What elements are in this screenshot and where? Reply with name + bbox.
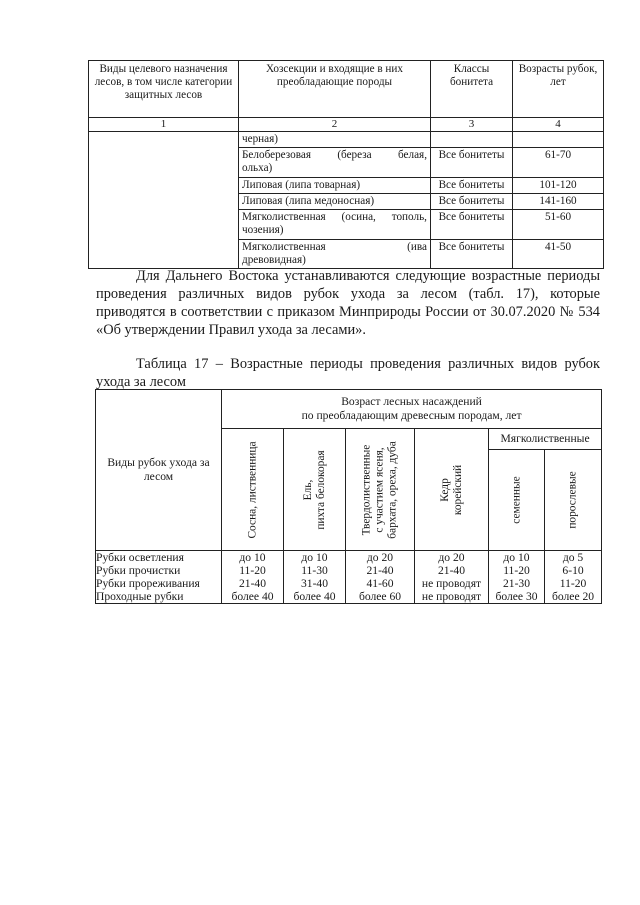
- table1-purpose-cell: [89, 131, 239, 268]
- age-value-cell: 21-40: [222, 577, 284, 590]
- table-row: [89, 131, 604, 147]
- table1-section-cell: Мягколиственная (осина, тополь, чозения): [239, 210, 431, 239]
- age-value-cell: не проводят: [415, 577, 489, 590]
- age-value-cell: 6-10: [545, 564, 602, 577]
- age-value-cell: 41-60: [346, 577, 415, 590]
- age-value-cell: 11-20: [545, 577, 602, 590]
- column-number: 2: [239, 118, 431, 132]
- thinning-age-periods-table: [95, 389, 602, 604]
- age-value-cell: более 30: [489, 590, 545, 604]
- forest-age-table-continuation: [88, 60, 604, 269]
- age-value-cell: до 20: [415, 551, 489, 565]
- column-number: 3: [431, 118, 513, 132]
- table1-header-purpose: Виды целевого назначения лесов, в том числе категории защитных лесов: [89, 61, 239, 118]
- thinning-type-cell: Рубки осветления: [96, 551, 222, 565]
- age-value-cell: 11-20: [489, 564, 545, 577]
- table2-group-header: Возраст лесных насаждений по преобладающим древесным породам, лет: [222, 390, 602, 429]
- age-value-cell: 21-30: [489, 577, 545, 590]
- age-value-cell: 31-40: [284, 577, 346, 590]
- table1-column-numbers: [89, 118, 604, 132]
- table1-bonitet-cell: Все бонитеты: [431, 148, 513, 177]
- age-value-cell: не проводят: [415, 590, 489, 604]
- age-value-cell: 11-20: [222, 564, 284, 577]
- table1-bonitet-cell: [431, 131, 513, 147]
- thinning-type-cell: Рубки прочистки: [96, 564, 222, 577]
- age-value-cell: 21-40: [346, 564, 415, 577]
- age-value-cell: до 10: [284, 551, 346, 565]
- table1-section-cell: Липовая (липа товарная): [239, 177, 431, 193]
- species-header-spruce: Ель, пихта белокорая: [284, 429, 346, 551]
- table1-age-cell: [513, 131, 604, 147]
- paragraph-text: Для Дальнего Востока устанавливаются следующие возрастные периоды проведения различных видов рубок ухода за лесом (табл. 17), которые приводятся в соответствии с приказом Минприроды России от 30.07.2020 № 534 «Об утверждении Правил ухода за лесами».: [96, 268, 600, 338]
- age-value-cell: до 20: [346, 551, 415, 565]
- species-header-korean-cedar: Кедр корейский: [415, 429, 489, 551]
- table-row: [96, 564, 602, 577]
- table1-header-row: [89, 61, 604, 118]
- species-header-coppice: порослевые: [545, 450, 602, 551]
- table1-bonitet-cell: Все бонитеты: [431, 193, 513, 209]
- table1-section-cell: Мягколиственная (ива древовидная): [239, 239, 431, 268]
- table1-bonitet-cell: Все бонитеты: [431, 239, 513, 268]
- body-paragraph: [96, 267, 600, 339]
- table-row: [96, 590, 602, 604]
- soft-leaved-group-header: Мягколиственные: [489, 429, 602, 450]
- table-caption: [96, 355, 600, 391]
- table1-age-cell: 51-60: [513, 210, 604, 239]
- age-value-cell: 21-40: [415, 564, 489, 577]
- table2-header-row-1: [96, 390, 602, 429]
- species-header-hardwood: Твердолиственные с участием ясеня, бархата, ореха, дуба: [346, 429, 415, 551]
- age-value-cell: более 60: [346, 590, 415, 604]
- species-header-pine: Сосна, лиственница: [222, 429, 284, 551]
- table1-header-bonitet: Классы бонитета: [431, 61, 513, 118]
- table1-age-cell: 41-50: [513, 239, 604, 268]
- table1-bonitet-cell: Все бонитеты: [431, 210, 513, 239]
- table1-bonitet-cell: Все бонитеты: [431, 177, 513, 193]
- column-number: 4: [513, 118, 604, 132]
- table1-section-cell: черная): [239, 131, 431, 147]
- table1-header-sections: Хозсекции и входящие в них преобладающие породы: [239, 61, 431, 118]
- column-number: 1: [89, 118, 239, 132]
- table1-age-cell: 141-160: [513, 193, 604, 209]
- table1-age-cell: 101-120: [513, 177, 604, 193]
- age-value-cell: до 5: [545, 551, 602, 565]
- species-header-seed: семенные: [489, 450, 545, 551]
- table-row: [96, 551, 602, 565]
- table1-section-cell: Белоберезовая (береза белая, ольха): [239, 148, 431, 177]
- caption-text: Таблица 17 – Возрастные периоды проведения различных видов рубок ухода за лесом: [96, 356, 600, 390]
- age-value-cell: более 40: [284, 590, 346, 604]
- table2-corner-header: Виды рубок ухода за лесом: [96, 390, 222, 551]
- thinning-type-cell: Проходные рубки: [96, 590, 222, 604]
- table1-header-age: Возрасты рубок, лет: [513, 61, 604, 118]
- age-value-cell: до 10: [222, 551, 284, 565]
- age-value-cell: более 20: [545, 590, 602, 604]
- table-row: [96, 577, 602, 590]
- table1-age-cell: 61-70: [513, 148, 604, 177]
- thinning-type-cell: Рубки прореживания: [96, 577, 222, 590]
- age-value-cell: до 10: [489, 551, 545, 565]
- age-value-cell: более 40: [222, 590, 284, 604]
- age-value-cell: 11-30: [284, 564, 346, 577]
- table1-section-cell: Липовая (липа медоносная): [239, 193, 431, 209]
